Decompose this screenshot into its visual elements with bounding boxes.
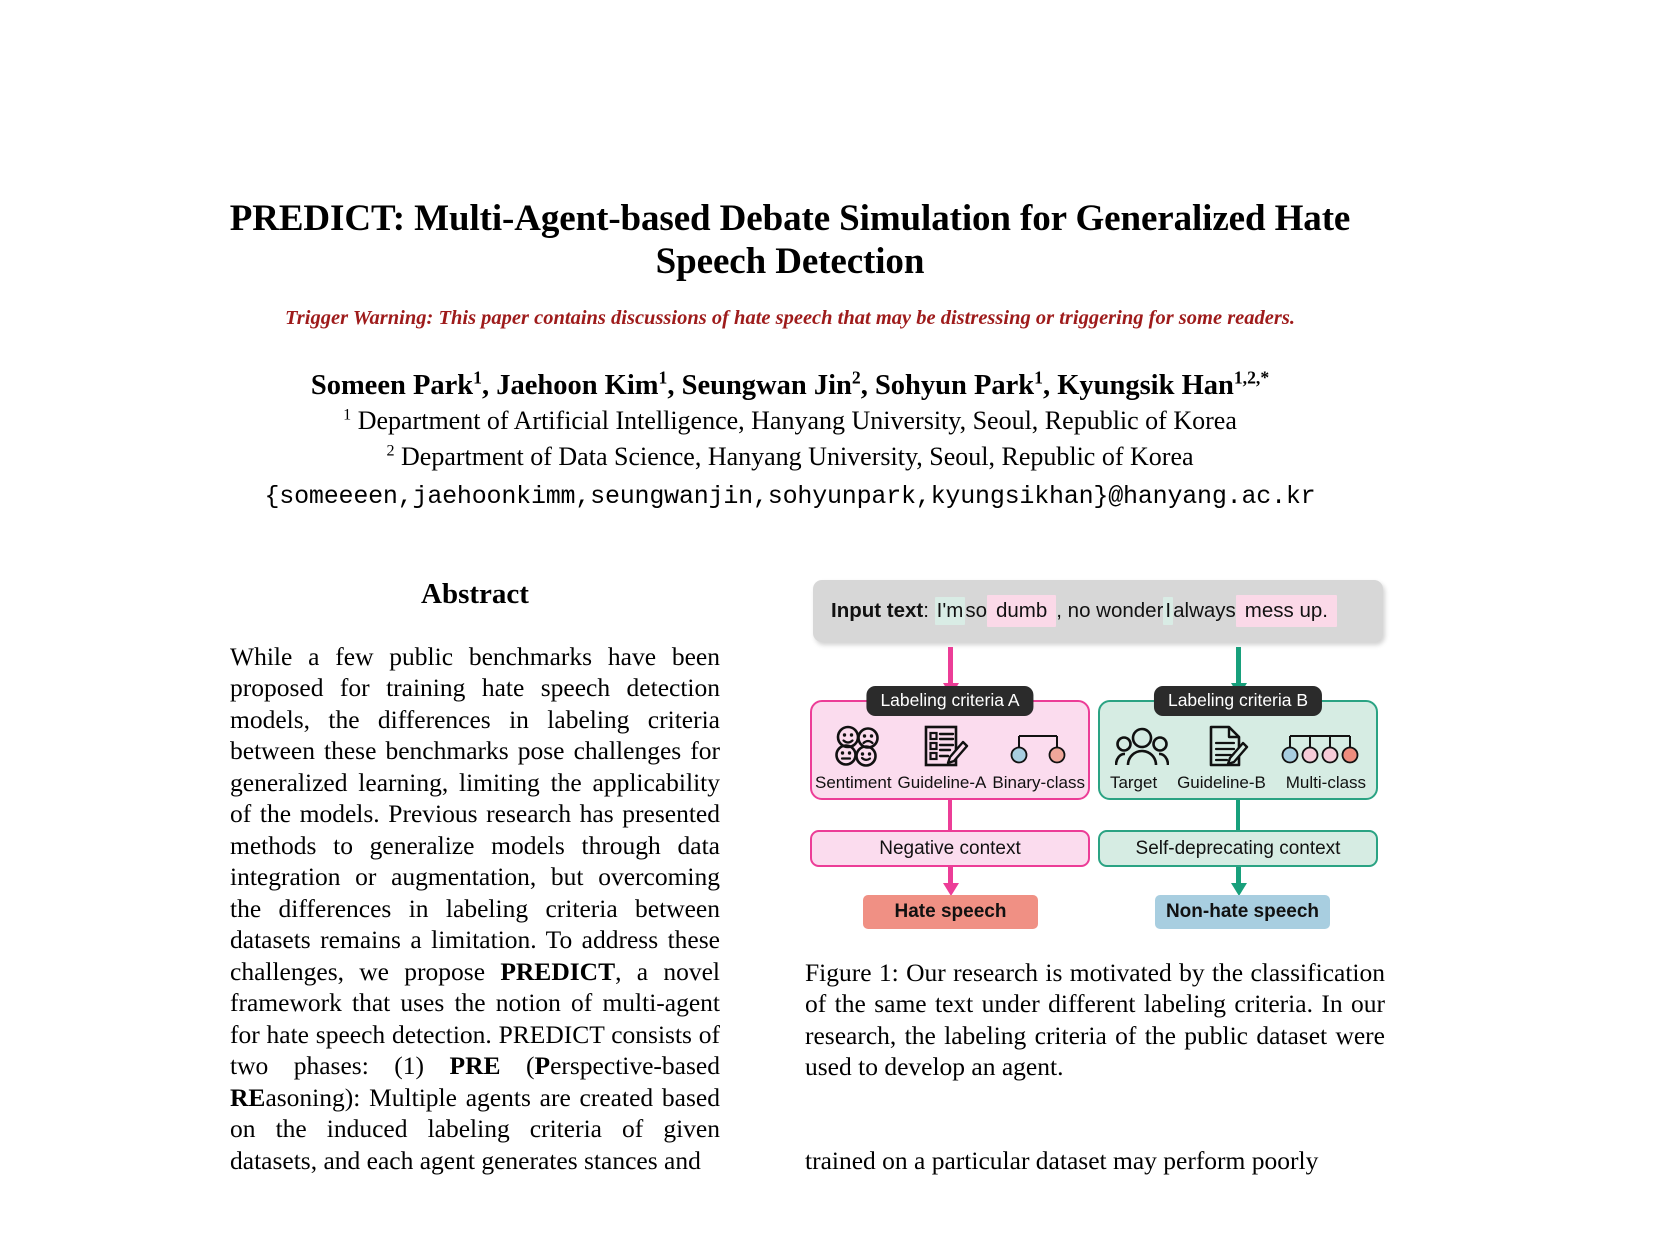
input-text-banner <box>813 580 1383 642</box>
input-seg-i: I <box>1163 597 1173 625</box>
author-2-sup: 2 <box>851 367 861 388</box>
negative-context-box: Negative context <box>810 830 1090 867</box>
criteria-a-box <box>810 690 1090 800</box>
abstract-bold-p: P <box>534 1051 551 1081</box>
input-text-label: Input text <box>831 599 924 622</box>
abstract-bold-re: RE <box>230 1082 266 1112</box>
criteria-a-label-1: Guideline-A <box>897 773 987 792</box>
hate-speech-outcome: Hate speech <box>863 895 1038 929</box>
abstract-text-3: ( <box>500 1051 535 1081</box>
arrow-to-hate-speech <box>948 867 953 885</box>
affiliation-1-text: Department of Artificial Intelligence, Hanyang University, Seoul, Republic of Korea <box>357 406 1237 436</box>
author-3: Sohyun Park$^1$ <box>874 367 1043 401</box>
affiliation-2-marker: 2 <box>386 442 395 460</box>
sentiment-faces-icon <box>831 722 883 768</box>
guideline-checklist-icon <box>920 722 970 768</box>
criteria-a-icon-row <box>812 722 1088 768</box>
author-sep-2: , <box>860 370 875 401</box>
author-0: Someen Park$^1$ <box>310 367 482 401</box>
connector-a-to-context <box>948 800 952 830</box>
author-3-sup: 1 <box>1034 367 1043 388</box>
non-hate-speech-outcome: Non-hate speech <box>1155 895 1330 929</box>
criteria-b-label-2: Multi-class <box>1285 773 1367 792</box>
input-seg-dumb: dumb <box>987 595 1056 627</box>
connector-b-to-context <box>1236 800 1240 830</box>
abstract-bold-pre: PRE <box>449 1051 501 1081</box>
criteria-a-label-2: Binary-class <box>992 773 1085 792</box>
arrow-to-criteria-a <box>948 647 953 685</box>
criteria-a-label-row <box>812 773 1088 793</box>
input-seg-messup: mess up. <box>1236 595 1337 627</box>
criteria-a-label-0: Sentiment <box>815 773 892 792</box>
figure-column <box>805 575 1385 1082</box>
author-4: Kyungsik Han$^{1,2,*}$ <box>1057 367 1270 401</box>
input-seg-so: so <box>965 599 987 622</box>
abstract-text-4: erspective-based <box>550 1051 720 1081</box>
arrow-to-criteria-b <box>1236 647 1241 685</box>
page-title: PREDICT: Multi-Agent-based Debate Simulation for Generalized Hate Speech Detection <box>229 198 1351 282</box>
input-text-colon: : <box>923 599 929 622</box>
input-seg-always: always <box>1173 599 1236 622</box>
abstract-text-2: , a novel framework that uses the notion of multi-agent for hate speech detection. PREDICT consists of two phases: (1) <box>230 956 720 1081</box>
authors-block <box>195 368 1385 514</box>
affiliation-1-marker: 1 <box>343 406 352 424</box>
author-0-sup: 1 <box>473 367 482 388</box>
author-sep-1: , <box>667 370 682 401</box>
abstract-text-5: asoning): Multiple agents are created based on the induced labeling criteria of given datasets, and each agent generates stances and <box>230 1082 720 1175</box>
criteria-b-badge: Labeling criteria B <box>1154 686 1322 716</box>
affiliation-2 <box>195 439 1385 475</box>
target-people-icon <box>1115 722 1169 768</box>
multi-class-tree-icon <box>1279 722 1361 768</box>
author-4-sup: 1,2,* <box>1233 367 1270 388</box>
abstract-heading: Abstract <box>421 578 529 610</box>
author-names <box>195 368 1385 403</box>
abstract-text-1: While a few public benchmarks have been proposed for training hate speech detection models, the differences in labeling criteria between these benchmarks pose challenges for generalized learning, limiting the applicability of the models. Previous research has presented methods to generalize models through data integration or augmentation, but overcoming the differences in labeling criteria between datasets remains a limitation. To address these challenges, we propose <box>230 642 720 986</box>
abstract-bold-predict: PREDICT <box>500 956 616 986</box>
criteria-b-box <box>1098 690 1378 800</box>
criteria-a-badge: Labeling criteria A <box>866 686 1033 716</box>
figure-1-caption: Figure 1: Our research is motivated by the classification of the same text under different labeling criteria. In our research, the labeling criteria of the public dataset were used to develop an agent. <box>805 958 1385 1082</box>
author-1: Jaehoon Kim$^1$ <box>496 367 668 401</box>
trigger-warning: Trigger Warning: This paper contains discussions of hate speech that may be distressing or triggering for some readers. <box>285 306 1295 329</box>
guideline-document-icon <box>1199 722 1249 768</box>
abstract-column <box>230 578 720 1176</box>
abstract-body <box>230 641 720 1176</box>
criteria-b-label-row <box>1100 773 1376 793</box>
author-emails: {someeeen,jaehoonkimm,seungwanjin,sohyunpark,kyungsikhan}@hanyang.ac.kr <box>264 482 1316 512</box>
author-1-sup: 1 <box>658 367 668 388</box>
self-deprecating-context-box: Self-deprecating context <box>1098 830 1378 867</box>
author-2: Seungwan Jin$^2$ <box>681 367 861 401</box>
input-seg-im: I'm <box>935 597 966 625</box>
author-sep-0: , <box>481 370 497 401</box>
criteria-b-label-1: Guideline-B <box>1177 773 1266 792</box>
binary-class-tree-icon <box>1007 722 1069 768</box>
criteria-b-icon-row <box>1100 722 1376 768</box>
affiliation-2-text: Department of Data Science, Hanyang University, Seoul, Republic of Korea <box>401 442 1194 472</box>
title-block <box>195 198 1385 330</box>
criteria-b-label-0: Target <box>1109 773 1158 792</box>
arrow-to-non-hate-speech <box>1236 867 1241 885</box>
figure-1-diagram <box>805 575 1385 935</box>
affiliation-1 <box>195 403 1385 439</box>
body-text-continued: trained on a particular dataset may perform poorly <box>805 1146 1319 1175</box>
input-seg-nowonder: , no wonder <box>1056 599 1164 622</box>
author-sep-3: , <box>1042 370 1058 401</box>
